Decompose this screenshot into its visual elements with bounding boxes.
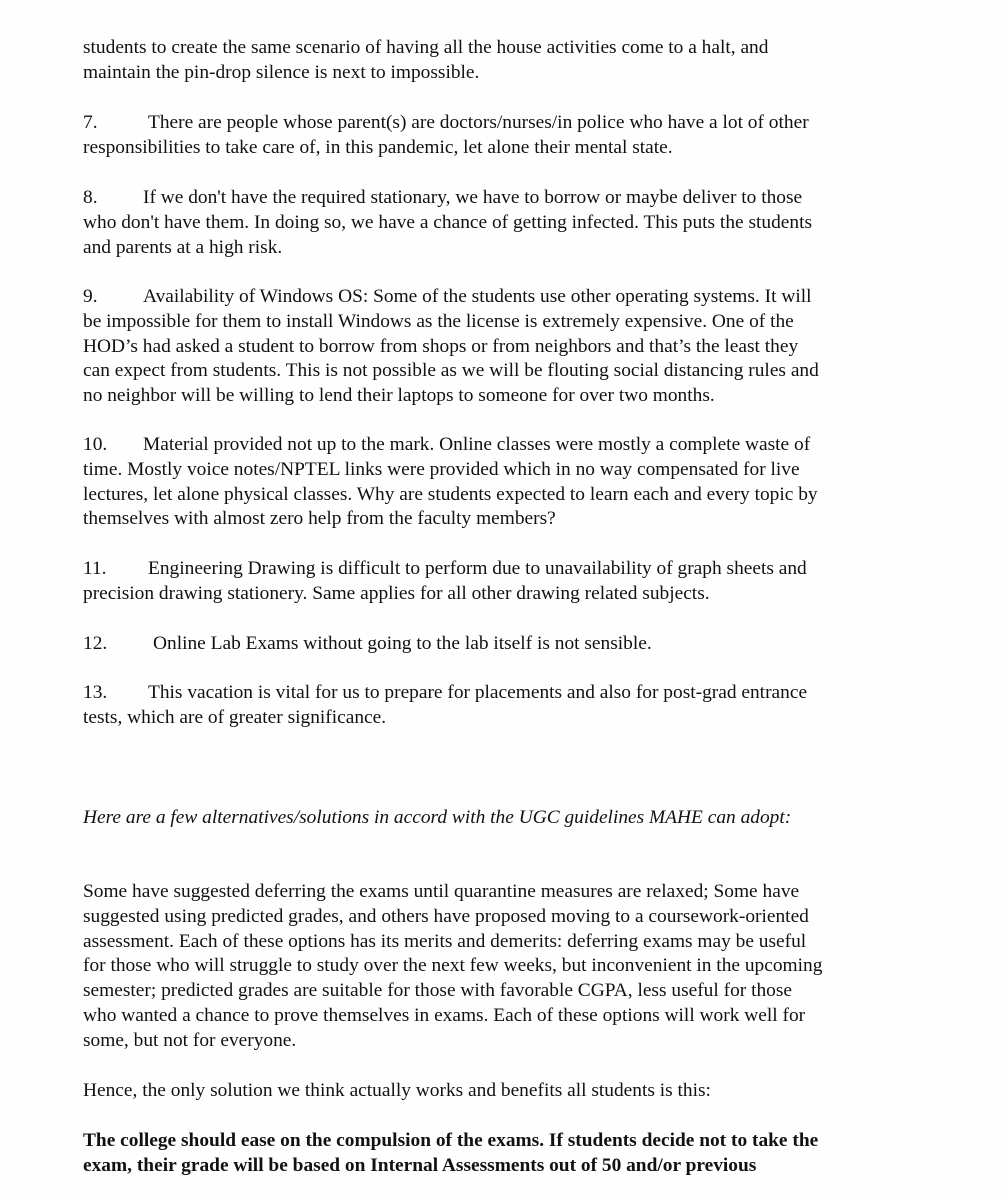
text-line: exam, their grade will be based on Internal Assessments out of 50 and/or previous <box>83 1154 757 1176</box>
text-line: suggested using predicted grades, and others have proposed moving to a coursework-oriented <box>83 905 809 927</box>
text-line: Material provided not up to the mark. Online classes were mostly a complete waste of <box>143 434 811 455</box>
text-line: no neighbor will be willing to lend their laptops to someone for over two months. <box>83 385 715 407</box>
text-line: can expect from students. This is not possible as we will be flouting social distancing rules and <box>83 360 819 382</box>
text-line: maintain the pin-drop silence is next to impossible. <box>83 61 480 83</box>
text-line: Availability of Windows OS: Some of the students use other operating systems. It will <box>143 286 812 307</box>
text-line: If we don't have the required stationary, we have to borrow or maybe deliver to those <box>143 187 803 208</box>
text-line: time. Mostly voice notes/NPTEL links were provided which in no way compensated for live <box>83 458 800 480</box>
list-item-13 <box>83 681 915 731</box>
text-line: There are people whose parent(s) are doctors/nurses/in police who have a lot of other <box>148 112 809 133</box>
text-line: lectures, let alone physical classes. Why are students expected to learn each and every topic by <box>83 483 818 505</box>
list-item-10 <box>83 433 915 532</box>
item-number: 7. <box>83 112 98 133</box>
alternatives-heading: Here are a few alternatives/solutions in accord with the UGC guidelines MAHE can adopt: <box>83 807 792 828</box>
text-line: some, but not for everyone. <box>83 1029 297 1051</box>
continuation-paragraph <box>83 36 915 86</box>
text-line: for those who will struggle to study over the next few weeks, but inconvenient in the upcoming <box>83 955 823 977</box>
item-number: 9. <box>83 286 98 307</box>
text-line: The college should ease on the compulsion of the exams. If students decide not to take the <box>83 1130 819 1151</box>
list-item-7 <box>83 111 915 161</box>
item-number: 10. <box>83 434 108 455</box>
text-line: tests, which are of greater significance. <box>83 706 387 728</box>
text-line: semester; predicted grades are suitable for those with favorable CGPA, less useful for those <box>83 980 792 1002</box>
item-number: 13. <box>83 682 108 703</box>
list-item-9 <box>83 285 915 409</box>
text-line: be impossible for them to install Windows as the license is extremely expensive. One of the <box>83 310 794 332</box>
text-line: precision drawing stationery. Same applies for all other drawing related subjects. <box>83 582 710 604</box>
options-paragraph <box>83 880 915 1054</box>
item-number: 8. <box>83 187 98 208</box>
text-line: Some have suggested deferring the exams until quarantine measures are relaxed; Some have <box>83 881 800 902</box>
text-line: Engineering Drawing is difficult to perform due to unavailability of graph sheets and <box>148 558 807 579</box>
text-line: responsibilities to take care of, in this pandemic, let alone their mental state. <box>83 136 673 158</box>
text-line: students to create the same scenario of having all the house activities come to a halt, and <box>83 37 769 58</box>
item-number: 11. <box>83 558 107 579</box>
list-item-11 <box>83 557 915 607</box>
text-line: themselves with almost zero help from the faculty members? <box>83 508 556 530</box>
text-line: assessment. Each of these options has its merits and demerits: deferring exams may be useful <box>83 930 807 952</box>
text-line: and parents at a high risk. <box>83 236 283 258</box>
bold-recommendation <box>83 1129 915 1179</box>
text-line: who don't have them. In doing so, we have a chance of getting infected. This puts the students <box>83 211 813 233</box>
text-line: who wanted a chance to prove themselves in exams. Each of these options will work well for <box>83 1004 806 1026</box>
list-item-8 <box>83 186 915 260</box>
solution-intro: Hence, the only solution we think actually works and benefits all students is this: <box>83 1080 711 1101</box>
text-line: HOD’s had asked a student to borrow from shops or from neighbors and that’s the least they <box>83 335 799 357</box>
item-number: 12. <box>83 633 108 654</box>
list-item-12 <box>83 632 915 657</box>
text-line: This vacation is vital for us to prepare for placements and also for post-grad entrance <box>148 682 808 703</box>
text-line: Online Lab Exams without going to the lab itself is not sensible. <box>153 633 652 654</box>
